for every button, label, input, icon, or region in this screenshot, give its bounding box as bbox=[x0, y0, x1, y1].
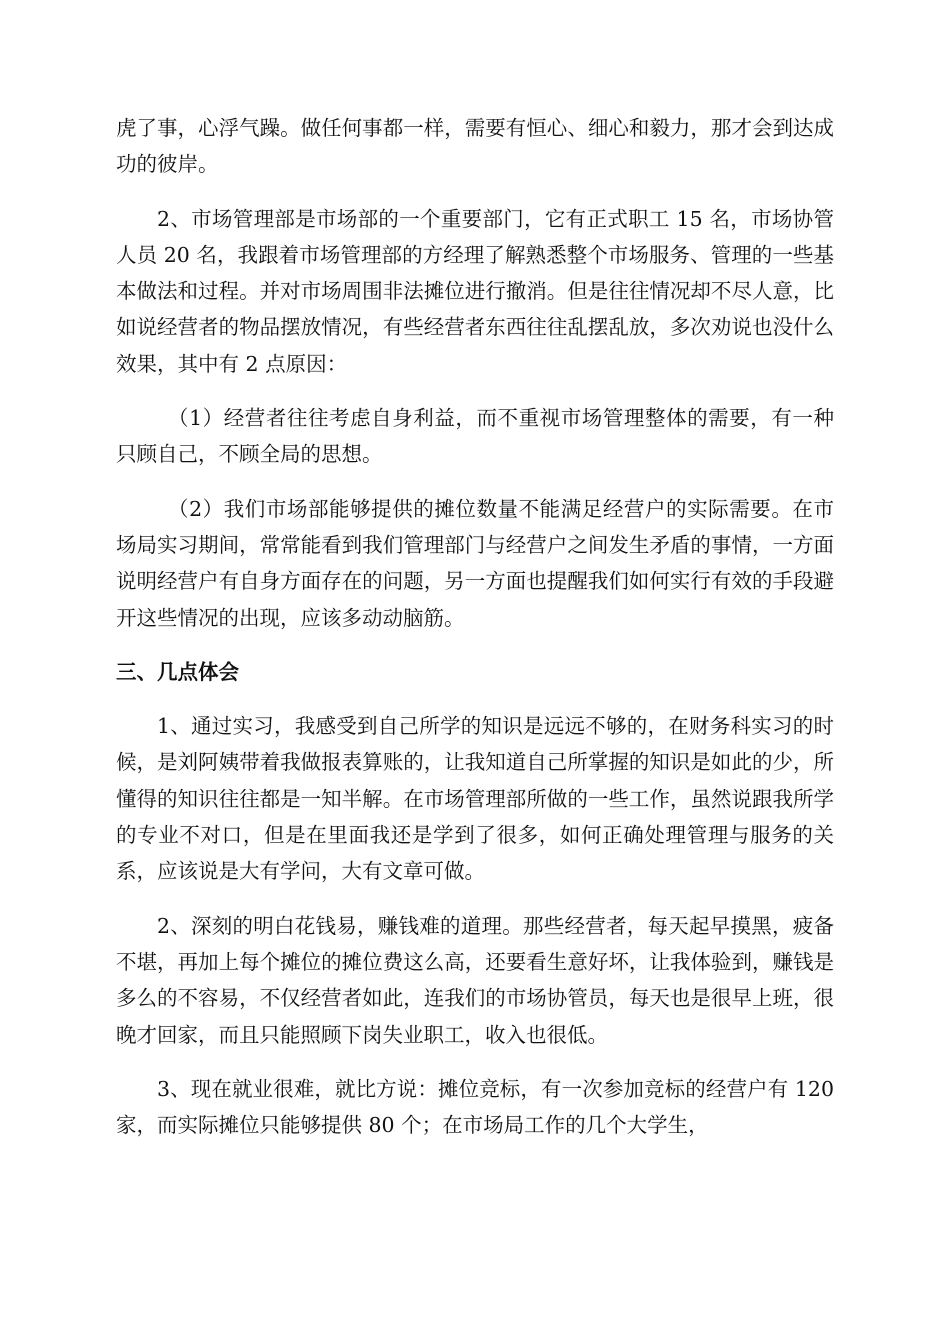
paragraph-reason-2: （2）我们市场部能够提供的摊位数量不能满足经营户的实际需要。在市场局实习期间，常常能看到我们管理部门与经营户之间发生矛盾的事情，一方面说明经营户有自身方面存在的问题，另一方面也提醒我们如何实行有效的手段避开这些情况的出现，应该多动动脑筋。 bbox=[116, 496, 834, 630]
paragraph-experience-1: 1、通过实习，我感受到自己所学的知识是远远不够的，在财务科实习的时候，是刘阿姨带着我做报表算账的，让我知道自己所掌握的知识是如此的少，所懂得的知识往往都是一知半解。在市场管理部所做的一些工作，虽然说跟我所学的专业不对口，但是在里面我还是学到了很多，如何正确处理管理与服务的关系，应该说是大有学问，大有文章可做。 bbox=[116, 714, 834, 884]
paragraph-experience-2: 2、深刻的明白花钱易，赚钱难的道理。那些经营者，每天起早摸黑，疲备不堪，再加上每个摊位的摊位费这么高，还要看生意好坏，让我体验到，赚钱是多么的不容易，不仅经营者如此，连我们的市场协管员，每天也是很早上班，很晚才回家，而且只能照顾下岗失业职工，收入也很低。 bbox=[116, 913, 834, 1047]
paragraph-continuation: 虎了事，心浮气躁。做任何事都一样，需要有恒心、细心和毅力，那才会到达成功的彼岸。 bbox=[116, 116, 834, 177]
paragraph-experience-3: 3、现在就业很难，就比方说：摊位竞标，有一次参加竞标的经营户有 120 家，而实际摊位只能够提供 80 个；在市场局工作的几个大学生， bbox=[116, 1076, 834, 1138]
paragraph-reason-1: （1）经营者往往考虑自身利益，而不重视市场管理整体的需要，有一种只顾自己，不顾全局的思想。 bbox=[116, 406, 834, 467]
document-body bbox=[116, 110, 834, 1161]
section-heading: 三、几点体会 bbox=[116, 659, 239, 684]
paragraph-market-management: 2、市场管理部是市场部的一个重要部门，它有正式职工 15 名，市场协管人员 20 名，我跟着市场管理部的方经理了解熟悉整个市场服务、管理的一些基本做法和过程。并对市场周围非法摊位进行撤消。但是往往情况却不尽人意，比如说经营者的物品摆放情况，有些经营者东西往往乱摆乱放，多次劝说也没什么效果，其中有 2 点原因： bbox=[116, 206, 834, 376]
